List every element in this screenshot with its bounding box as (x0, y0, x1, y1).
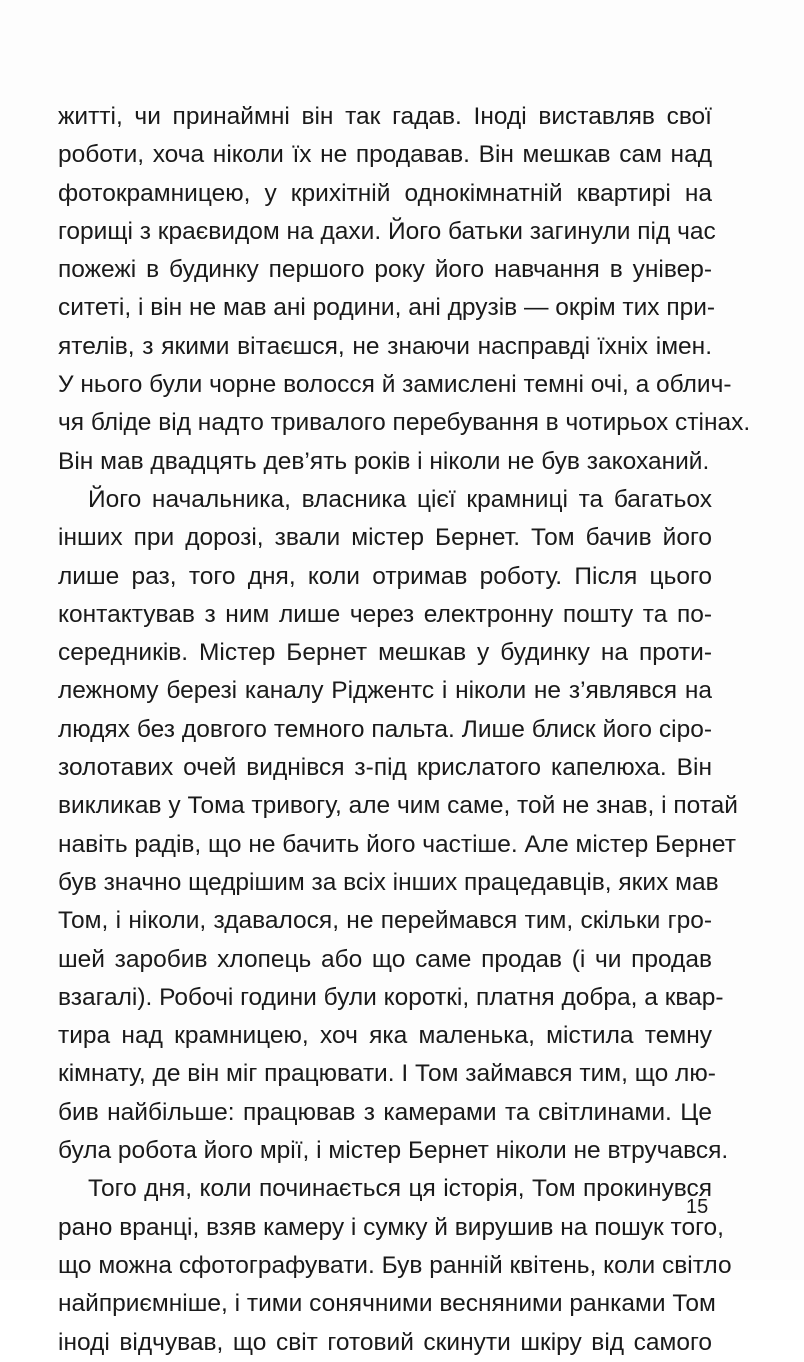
page-number: 15 (686, 1196, 709, 1218)
text-line: інших при дорозі, звали містер Бернет. Том бачив його (58, 524, 712, 552)
text-line: Він мав двадцять дев’ять років і ніколи не був закоханий. (58, 447, 710, 475)
text-line: людях без довгого темного пальта. Лише блиск його сіро- (58, 715, 712, 743)
text-line: чя бліде від надто тривалого перебування в чотирьох стінах. (58, 409, 751, 437)
text-line: контактував з ним лише через електронну пошту та по- (58, 600, 712, 628)
text-line: бив найбільше: працював з камерами та світлинами. Це (58, 1098, 712, 1126)
text-line: житті, чи принаймні він так гадав. Іноді виставляв свої (58, 103, 712, 130)
text-line: ситеті, і він не мав ані родини, ані друзів — окрім тих при- (58, 294, 716, 322)
text-line: рано вранці, взяв камеру і сумку й вирушив на пошук того, (58, 1213, 724, 1241)
text-line: Том, і ніколи, здавалося, не переймався тим, скільки гро- (58, 907, 712, 935)
text-line: середників. Містер Бернет мешкав у будинку на проти- (58, 639, 712, 667)
text-line: викликав у Тома тривогу, але чим саме, той не знав, і потай (58, 792, 738, 820)
text-line: У нього були чорне волосся й замислені темні очі, а облич- (58, 371, 732, 399)
text-line: пожежі в будинку першого року його навчання в універ- (58, 256, 712, 284)
text-line: фотокрамницею, у крихітній однокімнатній квартирі на (58, 179, 712, 207)
text-line: роботи, хоча ніколи їх не продавав. Він мешкав сам над (58, 141, 712, 169)
text-line: золотавих очей виднівся з-під крислатого капелюха. Він (58, 754, 712, 782)
text-line: була робота його мрії, і містер Бернет ніколи не втручався. (58, 1137, 729, 1165)
text-line: лише раз, того дня, коли отримав роботу. Після цього (58, 562, 712, 590)
text-line: іноді відчував, що світ готовий скинути шкіру від самого (58, 1328, 712, 1356)
text-line: взагалі). Робочі години були короткі, платня добра, а квар- (58, 983, 724, 1011)
text-line: горищі з краєвидом на дахи. Його батьки загинули під час (58, 217, 716, 245)
text-line: кімнату, де він міг працювати. І Том займався тим, що лю- (58, 1060, 716, 1088)
text-line: ятелів, з якими вітаєшся, не знаючи насправді їхніх імен. (58, 332, 712, 360)
text-line: лежному березі каналу Ріджентс і ніколи не з’являвся на (58, 677, 712, 705)
text-line: був значно щедрішим за всіх інших працедавців, яких мав (58, 868, 719, 896)
text-line: тира над крамницею, хоч яка маленька, містила темну (58, 1022, 712, 1050)
text-line: найприємніше, і тими сонячними весняними ранками Том (58, 1290, 716, 1318)
body-text (58, 98, 751, 1362)
text-line: Його начальника, власника цієї крамниці та багатьох (88, 485, 712, 513)
text-line: Того дня, коли починається ця історія, Том прокинувся (88, 1175, 712, 1203)
text-line: шей заробив хлопець або що саме продав (і чи продав (58, 945, 712, 973)
text-line: навіть радів, що не бачить його частіше. Але містер Бернет (58, 830, 736, 858)
text-line: що можна сфотографувати. Був ранній квітень, коли світло (58, 1251, 732, 1279)
